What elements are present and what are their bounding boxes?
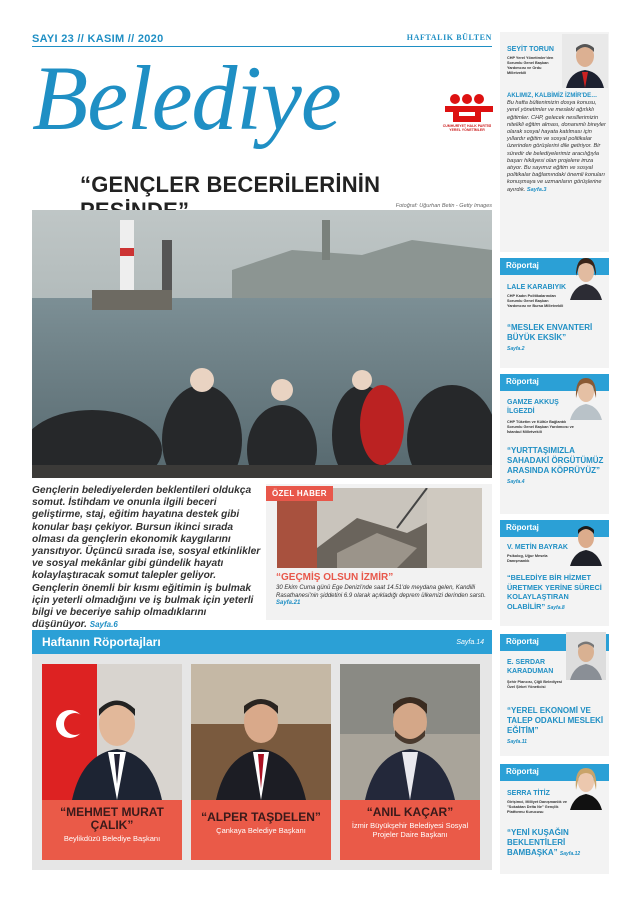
quote-text: “MESLEK ENVANTERİ BÜYÜK EKSİK” [507, 323, 593, 342]
quote-text: “BELEDİYE BİR HİZMET ÜRETMEK YERİNE SÜRECİ KOLAYLAŞTIRAN OLABİLİR” [507, 573, 602, 611]
special-news-tag: ÖZEL HABER [266, 486, 333, 501]
torun-role: CHP Yerel Yönetimler'den Sorumlu Genel Başkan Yardımcısı ve Ordu Milletvekili [507, 56, 554, 75]
masthead-title: Belediye [32, 47, 341, 149]
hero-photo [32, 210, 492, 478]
interview-name: “ANIL KAÇAR” [366, 805, 454, 819]
ilgezdi-photo [566, 372, 606, 420]
interview-photo [191, 664, 331, 800]
sidebar-interview-label: Röportaj [500, 634, 609, 651]
logo-caption: CUMHURİYET HALK PARTİSİ YEREL YÖNETİMLER [442, 124, 492, 132]
lede-page-link[interactable]: Sayfa.6 [89, 620, 118, 630]
sidebar-interview-role: CHP Tüketim ve Kültür Bağlantılı Sorumlu Genel Başkan Yardımcısı ve İstanbul Milletvekili [507, 420, 574, 434]
interview-role: İzmir Büyükşehir Belediyesi Sosyal Projeler Daire Başkanı [351, 821, 469, 839]
main-headline: “GENÇLER BECERİLERİNİN [80, 172, 381, 197]
interview-card[interactable] [191, 664, 331, 864]
quote-text: “YEREL EKONOMİ VE TALEP ODAKLI MESLEKİ EĞİTİM” [507, 706, 604, 735]
sidebar-interview-quote[interactable] [507, 446, 605, 487]
interview-role: Beylikdüzü Belediye Başkanı [63, 834, 161, 843]
torun-name: SEYİT TORUN [507, 46, 554, 53]
special-news-title[interactable]: “GEÇMİŞ OLSUN İZMİR” [276, 572, 394, 583]
quote-text: “YENİ KUŞAĞIN BEKLENTİLERİ BAMBAŞKA” [507, 828, 569, 857]
sidebar-interview-role: Şehir Plancısı, Çiğli Belediyesi Özel Şirket Yöneticisi [507, 680, 563, 689]
sidebar-interview-name: V. METİN BAYRAK [507, 544, 568, 551]
interview-name: “ALPER TAŞDELEN” [201, 810, 321, 824]
interview-role: Çankaya Belediye Başkanı [216, 826, 306, 835]
sidebar-interview-quote[interactable] [507, 828, 607, 859]
sidebar-interview-role: Girişimci, Milliyet Danışmanlık ve "Sokaktan Delta Ne" Gençlik Platformu Kurucusu [507, 800, 567, 814]
sidebar-interview-role: Psikolog, Uğur Mesela Danışmanlık [507, 554, 548, 563]
quote-page-link[interactable]: Sayfa.8 [547, 604, 565, 611]
sidebar-interview-label: Röportaj [500, 374, 609, 391]
bayrak-photo [566, 518, 606, 566]
torun-column-text [507, 93, 607, 194]
karabiyik-photo [566, 252, 606, 300]
interviews-title: Haftanın Röportajları [42, 635, 161, 649]
special-news-page-link[interactable]: Sayfa.21 [276, 600, 301, 606]
sidebar-interview-name: GAMZE AKKUŞ İLGEZDİ [507, 399, 559, 415]
special-news-text: 30 Ekim Cuma günü Ege Denizi'nde saat 14.51'de meydana gelen, Kandilli Rasathanesi'nin şiddetini 6.9 olarak açıkladığı deprem ülkemizi derinden sarstı. [276, 585, 486, 599]
party-logo [441, 92, 493, 140]
sidebar-interview-quote[interactable] [507, 573, 607, 613]
interview-caption [42, 800, 182, 860]
interviews-page-link[interactable]: Sayfa.14 [456, 639, 484, 646]
interview-name: “MEHMET MURAT ÇALIK” [60, 805, 164, 832]
interview-caption [340, 800, 480, 860]
torun-body: Bu hafta bültenimizin dosya konusu, yerel yönetimler ve mesleki ağırlıklı eğitimler. CHP, gelecek nesillerimizin nitelikli eğitim alması, donanımlı bireyler olarak sosyal hayata katılması için yıllardır eğitim ve sosyal politikalar üzerinden görüşlerini dile getiriyor. Bir süredir de belediyelerimiz aracılığıyla başarı hikâyesi olan projelere imza atıyor. Bu sayımız eğitim ve sosyal politikalar bağlamındaki önemli konuları konuşmaya ve uzmanların görüşlerine ayırdık. [507, 100, 606, 193]
lede-text [32, 485, 264, 631]
sidebar-interview-role: CHP Kadın Politikalarından Sorumlu Genel Başkan Yardımcısı ve Bursa Milletvekili [507, 294, 564, 308]
sidebar-interview-name: SERRA TİTİZ [507, 790, 550, 797]
torun-photo [562, 34, 608, 88]
karaduman-photo [566, 632, 606, 680]
quote-page-link[interactable]: Sayfa.4 [507, 479, 525, 485]
weekly-label: HAFTALIK BÜLTEN [406, 33, 492, 42]
quote-page-link[interactable]: Sayfa.12 [559, 851, 581, 857]
torun-page-link[interactable]: Sayfa.3 [526, 186, 547, 193]
sidebar-interview-quote[interactable] [507, 323, 605, 354]
issue-info: SAYI 23 // KASIM // 2020 [32, 33, 164, 45]
photo-credit: Fotoğraf: Uğurhan Betin - Getty Images [395, 203, 492, 209]
interview-card[interactable] [340, 664, 480, 864]
interview-caption [191, 800, 331, 860]
quote-page-link[interactable]: Sayfa.11 [507, 739, 527, 745]
titiz-photo [566, 762, 606, 810]
sidebar-interview-name: E. SERDAR KARADUMAN [507, 659, 554, 675]
sidebar-interview-name: LALE KARABIYIK [507, 284, 567, 291]
sidebar-interview-label: Röportaj [500, 258, 609, 275]
interview-photo [42, 664, 182, 800]
quote-text: “YURTTAŞIMIZLA SAHADAKİ ÖRGÜTÜMÜZ ARASINDA KÖPRÜYÜZ” [507, 446, 604, 475]
lede-body: Gençlerin belediyelerden beklentileri oldukça somut. İstihdam ve onunla ilgili beceri geliştirme, staj, eğitim hayatına destek gibi konular başı çekiyor. Bursun ikinci sırada olması da gençlerin ekonomik kaygılarını yansıtıyor. Üçüncü sırada ise, sosyal etkinlikler ve sosyal mekânlar gibi gündelik hayatı kolaylaştıracak somut talepler geliyor. Gençlerin önemli bir kısmı eğitimin iş bulmak için yeterli olmadığını ve iş bulmak için yeterli bilgi ve beceriye sahip olmadıklarını düşünüyor. [32, 485, 261, 631]
sidebar-interview-quote[interactable] [507, 706, 607, 747]
interview-card[interactable] [42, 664, 182, 864]
sidebar-interview-label: Röportaj [500, 520, 609, 537]
torun-heading: AKLIMIZ, KALBİMİZ İZMİR'DE… [507, 93, 598, 99]
sidebar-interview-label: Röportaj [500, 764, 609, 781]
special-news-body [276, 585, 486, 608]
quote-page-link[interactable]: Sayfa.2 [507, 346, 525, 352]
interview-photo [340, 664, 480, 800]
